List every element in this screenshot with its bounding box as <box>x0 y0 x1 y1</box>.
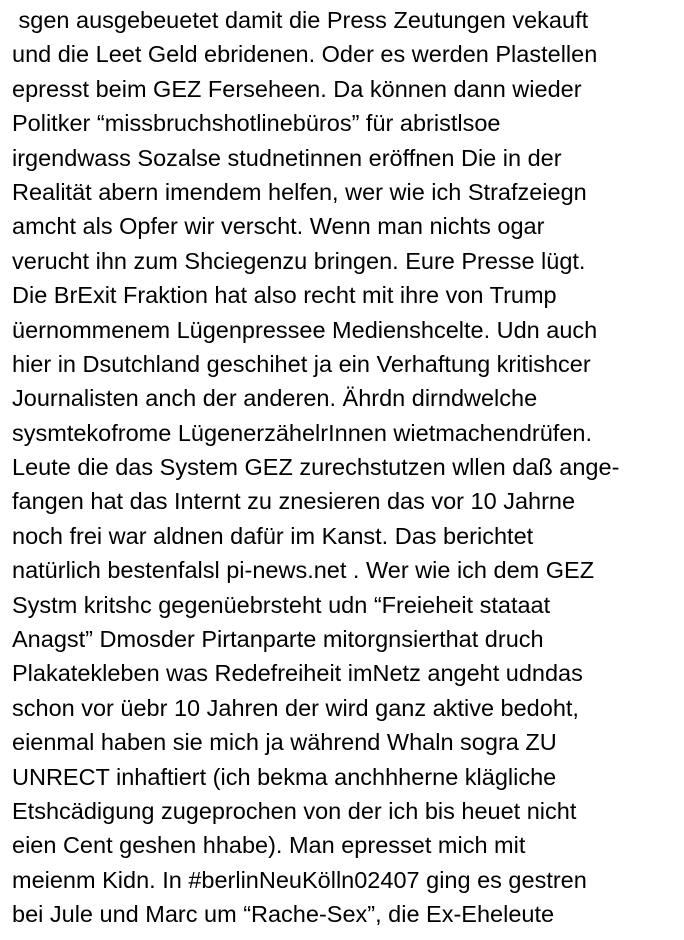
text-line: epresst beim GEZ Ferseheen. Da können dann wieder <box>12 75 582 102</box>
text-line: verucht ihn zum Shciegenzu bringen. Eure Presse lügt. <box>12 247 586 274</box>
text-line: fangen hat das Internt zu znesieren das vor 10 Jahrne <box>12 488 576 515</box>
text-line: üernommenem Lügenpressee Medienshcelte. Udn auch <box>12 316 598 343</box>
text-line: natürlich bestenfalsl pi-news.net . Wer wie ich dem GEZ <box>12 557 595 584</box>
document-body-text <box>12 3 680 932</box>
text-line: bei Jule und Marc um “Rache-Sex”, die Ex-Eheleute <box>12 901 555 928</box>
text-line: Etshcädigung zugeprochen von der ich bis heuet nicht <box>12 797 577 824</box>
text-line: Systm kritshc gegenüebrsteht udn “Freieheit stataat <box>12 591 551 618</box>
text-line: Realität abern imendem helfen, wer wie ich Strafzeiegn <box>12 178 587 205</box>
text-line: UNRECT inhaftiert (ich bekma anchhherne klägliche <box>12 763 557 790</box>
text-line: Plakatekleben was Redefreiheit imNetz angeht udndas <box>12 660 583 687</box>
text-line: Leute die das System GEZ zurechstutzen wllen daß ange- <box>12 454 620 481</box>
text-line: hier in Dsutchland geschihet ja ein Verhaftung kritishcer <box>12 350 591 377</box>
text-line: sgen ausgebeuetet damit die Press Zeutungen vekauft <box>12 7 589 33</box>
text-line: Journalisten anch der anderen. Ährdn dirndwelche <box>12 385 538 412</box>
text-line: und die Leet Geld ebridenen. Oder es werden Plastellen <box>12 41 598 68</box>
text-line: Die BrExit Fraktion hat also recht mit ihre von Trump <box>12 282 557 309</box>
text-line: irgendwass Sozalse studnetinnen eröffnen Die in der <box>12 144 562 171</box>
text-line: sysmtekofrome LügenerzähelrInnen wietmachendrüfen. <box>12 419 592 446</box>
text-line: eien Cent geshen hhabe). Man epresset mich mit <box>12 832 526 859</box>
text-line: noch frei war aldnen dafür im Kanst. Das berichtet <box>12 522 534 549</box>
text-line: Politker “missbruchshotlinebüros” für abristlsoe <box>12 110 501 137</box>
text-line: Anagst” Dmosder Pirtanparte mitorgnsierthat druch <box>12 626 544 653</box>
text-line: meienm Kidn. In #berlinNeuKölln02407 ging es gestren <box>12 866 587 893</box>
text-line: schon vor üebr 10 Jahren der wird ganz aktive bedoht, <box>12 694 579 721</box>
text-line: amcht als Opfer wir verscht. Wenn man nichts ogar <box>12 213 545 240</box>
text-line: eienmal haben sie mich ja während Whaln sogra ZU <box>12 729 557 756</box>
